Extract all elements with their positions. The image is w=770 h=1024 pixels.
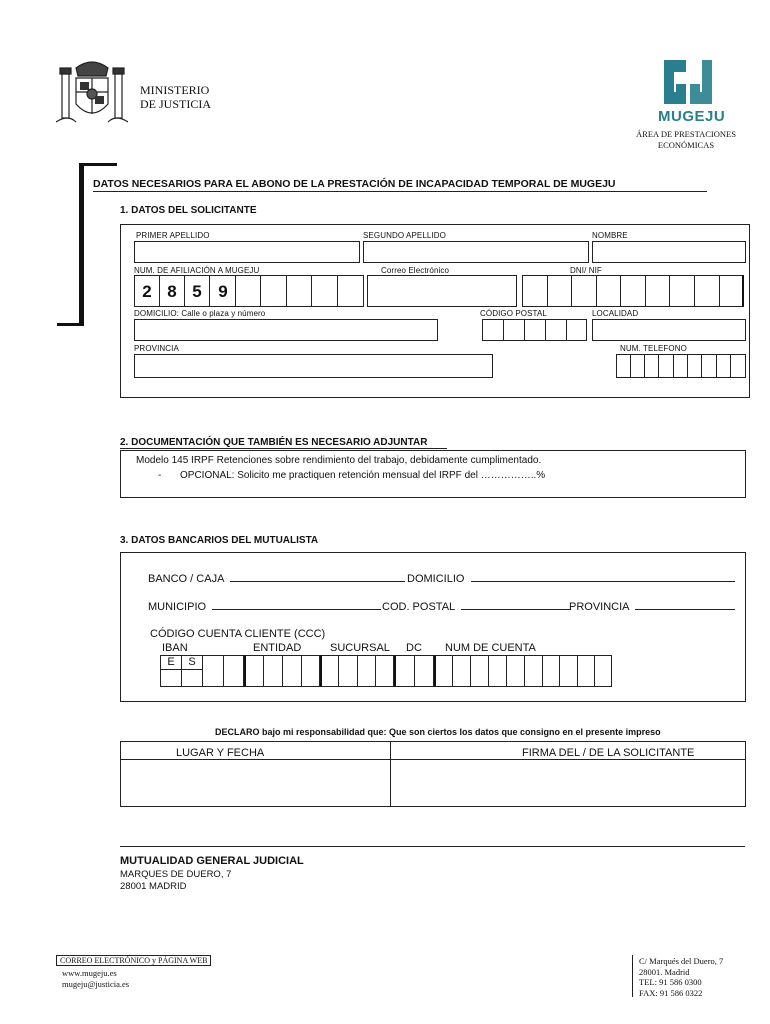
- footer-email-link[interactable]: mugeju@justicia.es: [62, 978, 130, 989]
- cuenta-cell: [524, 655, 543, 687]
- banco-input[interactable]: [230, 572, 405, 582]
- dni-cell: [694, 275, 720, 307]
- dc-cell: [414, 655, 434, 687]
- nombre-label: NOMBRE: [592, 231, 628, 240]
- correo-input[interactable]: [367, 275, 517, 307]
- iban-prefix-char: S: [188, 656, 196, 668]
- domicilio-input[interactable]: [134, 319, 438, 341]
- footer-addr-line-1: C/ Marqués del Duero, 7: [639, 956, 724, 966]
- postal-cell: [503, 319, 525, 341]
- dc-cell: [394, 655, 415, 687]
- iban-inner-divider: [160, 669, 203, 670]
- doc-line-2[interactable]: OPCIONAL: Solicito me practiquen retención mensual del IRPF del ……………..%: [180, 470, 546, 481]
- telefono-cell: [687, 354, 702, 378]
- codigo-postal-label: CÓDIGO POSTAL: [480, 309, 547, 318]
- num-cuenta-input[interactable]: [434, 655, 612, 687]
- footer-tel: TEL: 91 586 0300: [639, 977, 702, 987]
- iban-input[interactable]: [160, 655, 244, 687]
- dni-cell: [645, 275, 670, 307]
- segundo-apellido-input[interactable]: [363, 241, 589, 263]
- afiliacion-cell: [235, 275, 261, 307]
- entidad-label: ENTIDAD: [253, 642, 302, 654]
- afiliacion-input[interactable]: [134, 275, 364, 307]
- cuenta-cell: [506, 655, 525, 687]
- declaration-text: DECLARO bajo mi responsabilidad que: Que son ciertos los datos que consigno en el presente impreso: [215, 727, 661, 737]
- mutualidad-address: [120, 869, 231, 893]
- segundo-apellido-label: SEGUNDO APELLIDO: [363, 231, 446, 240]
- afiliacion-digit: 9: [218, 282, 228, 301]
- cod-postal-row: [382, 600, 570, 613]
- ministry-line-2: DE JUSTICIA: [140, 97, 211, 111]
- footer-web-link[interactable]: www.mugeju.es: [62, 968, 117, 978]
- entidad-cell: [301, 655, 320, 687]
- mutualidad-rule: [120, 846, 745, 847]
- primer-apellido-input[interactable]: [134, 241, 360, 263]
- afiliacion-cell: [311, 275, 338, 307]
- iban-prefix-char: E: [167, 656, 175, 668]
- mutualidad-address-line-2: 28001 MADRID: [120, 881, 187, 892]
- sucursal-cell: [338, 655, 358, 687]
- dc-input[interactable]: [394, 655, 434, 687]
- doc-line-1: Modelo 145 IRPF Retenciones sobre rendimiento del trabajo, debidamente cumplimentado.: [136, 455, 542, 466]
- section-2-underline: [120, 448, 447, 449]
- entidad-input[interactable]: [244, 655, 320, 687]
- bank-provincia-input[interactable]: [635, 600, 735, 610]
- footer-addr-line-2: 28001. Madrid: [639, 966, 690, 977]
- cuenta-cell: [434, 655, 453, 687]
- municipio-label: MUNICIPIO: [148, 601, 207, 613]
- mutualidad-address-line-1: MARQUES DE DUERO, 7: [120, 869, 232, 880]
- dc-label: DC: [406, 642, 422, 654]
- footer-contact: [62, 968, 129, 989]
- telefono-cell: [730, 354, 746, 378]
- firma-input[interactable]: [391, 760, 745, 806]
- bank-provincia-row: [569, 600, 735, 613]
- cuenta-cell: [577, 655, 595, 687]
- num-cuenta-label: NUM DE CUENTA: [445, 642, 536, 654]
- ministry-line-1: MINISTERIO: [140, 83, 210, 97]
- cuenta-cell: [594, 655, 612, 687]
- localidad-input[interactable]: [592, 319, 746, 341]
- dni-label: DNI/ NIF: [570, 266, 602, 275]
- primer-apellido-label: PRIMER APELLIDO: [136, 231, 210, 240]
- cuenta-cell: [542, 655, 560, 687]
- iban-cell: [202, 655, 224, 687]
- section-3-title: 3. DATOS BANCARIOS DEL MUTUALISTA: [120, 535, 319, 546]
- correo-label: Correo Electrónico: [381, 266, 450, 275]
- sucursal-input[interactable]: [320, 655, 394, 687]
- banco-domicilio-label: DOMICILIO: [407, 573, 465, 585]
- telefono-label: NUM. TELEFONO: [620, 344, 687, 353]
- dni-cell: [571, 275, 597, 307]
- cuenta-cell: [470, 655, 489, 687]
- telefono-cell: [630, 354, 645, 378]
- form-title: DATOS NECESARIOS PARA EL ABONO DE LA PRESTACIÓN DE INCAPACIDAD TEMPORAL DE MUGEJU: [93, 178, 616, 190]
- telefono-cell: [616, 354, 631, 378]
- coat-of-arms-icon: [56, 56, 128, 130]
- bank-provincia-label: PROVINCIA: [569, 601, 629, 613]
- footer-address: [639, 956, 723, 998]
- localidad-label: LOCALIDAD: [592, 309, 639, 318]
- iban-label: IBAN: [162, 642, 188, 654]
- afiliacion-digit: 2: [142, 282, 152, 301]
- cod-postal-input[interactable]: [461, 600, 570, 610]
- postal-cell: [545, 319, 567, 341]
- dni-cell: [547, 275, 572, 307]
- mugeju-logo-icon: [660, 56, 716, 108]
- correo-web-label: CORREO ELECTRÓNICO y PÁGINA WEB: [56, 955, 211, 966]
- banco-domicilio-input[interactable]: [471, 572, 735, 582]
- afiliacion-digit: 5: [192, 282, 202, 301]
- lugar-fecha-label: LUGAR Y FECHA: [176, 747, 265, 759]
- telefono-cell: [658, 354, 674, 378]
- municipio-row: [148, 600, 381, 613]
- dni-cell: [620, 275, 646, 307]
- ccc-label: CÓDIGO CUENTA CLIENTE (CCC): [150, 628, 326, 640]
- cuenta-cell: [452, 655, 471, 687]
- footer-fax: FAX: 91 586 0322: [639, 987, 703, 998]
- dni-cell: [719, 275, 744, 307]
- entidad-cell: [282, 655, 302, 687]
- doc-dash: -: [158, 470, 162, 481]
- area-line-1: ÁREA DE PRESTACIONES: [636, 129, 736, 139]
- iban-cell: [223, 655, 244, 687]
- provincia-label: PROVINCIA: [134, 344, 179, 353]
- banco-row: [148, 572, 405, 585]
- ministry-name: [140, 83, 211, 111]
- bracket-bottom: [57, 323, 84, 326]
- provincia-input[interactable]: [134, 354, 493, 378]
- bracket-top: [79, 163, 117, 166]
- postal-cell: [482, 319, 504, 341]
- telefono-input[interactable]: [616, 354, 746, 378]
- mugeju-logo-text: MUGEJU: [658, 108, 726, 125]
- sucursal-cell: [357, 655, 376, 687]
- num-afiliacion-label: NUM. DE AFILIACIÓN A MUGEJU: [134, 266, 260, 275]
- entidad-cell: [263, 655, 283, 687]
- telefono-cell: [701, 354, 717, 378]
- telefono-cell: [716, 354, 731, 378]
- area-line-2: ECONÓMICAS: [657, 140, 715, 150]
- dni-cell: [596, 275, 621, 307]
- afiliacion-digit: 8: [167, 282, 177, 301]
- postal-cell: [566, 319, 587, 341]
- cuenta-cell: [559, 655, 578, 687]
- afiliacion-cell: [286, 275, 312, 307]
- cuenta-cell: [488, 655, 507, 687]
- area-label: [612, 129, 760, 151]
- telefono-cell: [644, 354, 659, 378]
- sucursal-label: SUCURSAL: [330, 642, 390, 654]
- codigo-postal-input[interactable]: [482, 319, 587, 341]
- nombre-input[interactable]: [592, 241, 746, 263]
- firma-label: FIRMA DEL / DE LA SOLICITANTE: [522, 747, 695, 759]
- postal-cell: [524, 319, 546, 341]
- dni-cell: [522, 275, 548, 307]
- footer-address-rule: [632, 955, 633, 997]
- dni-input[interactable]: [522, 275, 744, 307]
- lugar-fecha-input[interactable]: [121, 760, 389, 806]
- banco-domicilio-row: [407, 572, 735, 585]
- telefono-cell: [673, 354, 688, 378]
- section-1-title: 1. DATOS DEL SOLICITANTE: [120, 205, 257, 216]
- title-underline: [93, 191, 707, 192]
- municipio-input[interactable]: [212, 600, 381, 610]
- cod-postal-label: COD. POSTAL: [382, 601, 455, 613]
- section-2-title: 2. DOCUMENTACIÓN QUE TAMBIÉN ES NECESARIO ADJUNTAR: [120, 437, 428, 448]
- sucursal-cell: [320, 655, 339, 687]
- domicilio-label: DOMICILIO: Calle o plaza y número: [134, 309, 266, 318]
- dni-cell: [669, 275, 695, 307]
- sucursal-cell: [375, 655, 394, 687]
- afiliacion-cell: [337, 275, 364, 307]
- entidad-cell: [244, 655, 264, 687]
- afiliacion-cell: [260, 275, 287, 307]
- left-bracket: [79, 163, 84, 326]
- banco-label: BANCO / CAJA: [148, 573, 224, 585]
- mutualidad-name: MUTUALIDAD GENERAL JUDICIAL: [120, 855, 304, 867]
